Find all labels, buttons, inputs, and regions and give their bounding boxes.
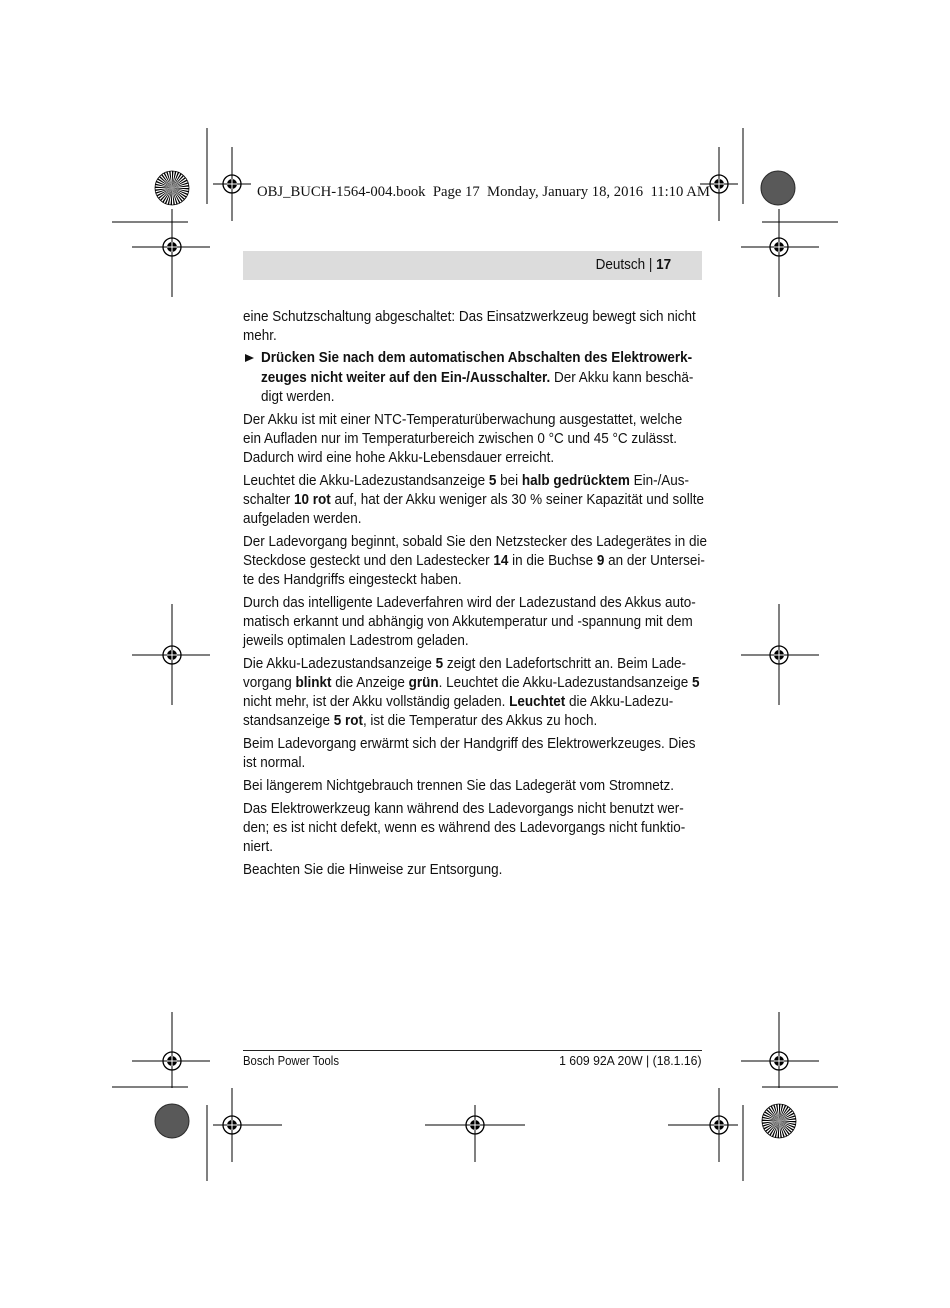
registration-mark bbox=[213, 147, 251, 221]
text-segment: nicht mehr, ist der Akku vollständig geladen. bbox=[243, 694, 510, 711]
text-segment: Dadurch wird eine hohe Akku-Lebensdauer erreicht. bbox=[243, 449, 555, 466]
text-segment: Leuchtet die Akku-Ladezustandsanzeige bbox=[243, 472, 489, 489]
text-segment: auf, hat der Akku weniger als 30 % seiner Kapazität und sollte bbox=[330, 491, 705, 508]
color-wheel-wedge bbox=[779, 1121, 796, 1122]
header-language: Deutsch bbox=[595, 257, 645, 273]
bold-text: 9 bbox=[596, 552, 605, 569]
registration-mark bbox=[425, 1105, 525, 1162]
header-separator: | bbox=[648, 257, 653, 273]
text-segment: ist normal. bbox=[243, 755, 306, 772]
text-segment: in die Buchse bbox=[508, 552, 597, 569]
bold-text: Leuchtet bbox=[509, 694, 566, 711]
bold-text: zeuges nicht weiter auf den Ein-/Ausschalter. bbox=[261, 369, 551, 386]
text-segment: Durch das intelligente Ladeverfahren wird der Ladezustand des Akkus auto- bbox=[243, 594, 696, 611]
text-segment: matisch erkannt und abhängig von Akkutemperatur und -spannung mit dem bbox=[243, 613, 693, 630]
gray-tone-mark bbox=[155, 1104, 189, 1138]
color-wheel-wedge bbox=[779, 1104, 780, 1121]
bold-text: 5 rot bbox=[333, 713, 363, 730]
color-wheel-wedge bbox=[171, 188, 172, 205]
bold-text: 5 bbox=[435, 655, 444, 672]
text-segment: eine Schutzschaltung abgeschaltet: Das Einsatzwerkzeug bewegt sich nicht bbox=[243, 308, 696, 325]
text-segment: an der Untersei- bbox=[604, 552, 705, 569]
color-wheel-wedge bbox=[172, 171, 173, 188]
text-segment: Die Akku-Ladezustandsanzeige bbox=[243, 655, 436, 672]
footer-brand: Bosch Power Tools bbox=[243, 1053, 339, 1068]
color-wheel-wedge bbox=[778, 1121, 779, 1138]
text-segment: vorgang bbox=[243, 674, 296, 691]
slug-time: 11:10 AM bbox=[650, 184, 710, 200]
page-number: 17 bbox=[655, 257, 671, 273]
slug-date: Monday, January 18, 2016 bbox=[487, 184, 644, 200]
slug-file-name: OBJ_BUCH-1564-004.book bbox=[257, 184, 426, 200]
registration-mark bbox=[132, 604, 210, 705]
text-segment: schalter bbox=[243, 491, 294, 508]
bold-text: 5 bbox=[488, 472, 497, 489]
bold-text: blinkt bbox=[295, 674, 332, 691]
text-segment: Der Akku kann beschä- bbox=[550, 369, 694, 386]
bold-text: Drücken Sie nach dem automatischen Abschalten des Elektrowerk- bbox=[261, 350, 693, 367]
text-segment: bei bbox=[496, 472, 522, 489]
text-segment: Der Ladevorgang beginnt, sobald Sie den Netzstecker des Ladegerätes in die bbox=[243, 533, 708, 550]
text-segment: zeigt den Ladefortschritt an. Beim Lade- bbox=[443, 655, 687, 672]
text-segment: Ein-/Aus- bbox=[629, 472, 690, 489]
registration-mark bbox=[700, 147, 738, 221]
text-segment: die Akku-Ladezu- bbox=[565, 694, 674, 711]
text-segment: die Anzeige bbox=[331, 674, 409, 691]
text-segment: standsanzeige bbox=[243, 713, 334, 730]
bold-text: 5 bbox=[692, 674, 700, 691]
text-segment: aufgeladen werden. bbox=[243, 510, 362, 527]
color-wheel-wedge bbox=[172, 188, 189, 189]
text-segment: den; es ist nicht defekt, wenn es während des Ladevorgangs nicht funktio- bbox=[243, 819, 686, 836]
text-segment: Das Elektrowerkzeug kann während des Ladevorgangs nicht benutzt wer- bbox=[243, 800, 684, 817]
text-segment: Bei längerem Nichtgebrauch trennen Sie das Ladegerät vom Stromnetz. bbox=[243, 777, 675, 794]
slug-page: Page 17 bbox=[432, 184, 480, 200]
color-wheel-mark bbox=[762, 1104, 796, 1138]
text-segment: Steckdose gesteckt und den Ladestecker bbox=[243, 552, 494, 569]
registration-mark bbox=[132, 1012, 210, 1088]
registration-mark bbox=[668, 1088, 738, 1162]
gray-tone-mark bbox=[761, 171, 795, 205]
registration-mark bbox=[741, 1012, 819, 1088]
registration-mark bbox=[741, 604, 819, 705]
bold-text: 10 rot bbox=[293, 491, 331, 508]
text-segment: mehr. bbox=[243, 327, 277, 344]
color-wheel-mark bbox=[155, 171, 189, 205]
text-segment: ein Aufladen nur im Temperaturbereich zwischen 0 °C und 45 °C zulässt. bbox=[243, 430, 678, 447]
bold-text: halb gedrücktem bbox=[521, 472, 630, 489]
footer-document-code: 1 609 92A 20W | (18.1.16) bbox=[559, 1053, 702, 1068]
text-segment: . Leuchtet die Akku-Ladezustandsanzeige bbox=[438, 674, 693, 691]
text-segment: te des Handgriffs eingesteckt haben. bbox=[243, 572, 462, 589]
registration-mark bbox=[213, 1088, 282, 1162]
text-segment: Beim Ladevorgang erwärmt sich der Handgriff des Elektrowerkzeuges. Dies bbox=[243, 736, 696, 753]
color-wheel-wedge bbox=[155, 187, 172, 188]
bold-text: 14 bbox=[493, 552, 509, 569]
text-segment: , ist die Temperatur des Akkus zu hoch. bbox=[362, 713, 598, 730]
text-segment: Der Akku ist mit einer NTC-Temperaturüberwachung ausgestattet, welche bbox=[243, 411, 683, 428]
color-wheel-wedge bbox=[762, 1120, 779, 1121]
bold-text: grün bbox=[408, 674, 439, 691]
text-segment: digt werden. bbox=[261, 388, 335, 405]
text-segment: Beachten Sie die Hinweise zur Entsorgung. bbox=[243, 861, 503, 878]
text-segment: jeweils optimalen Ladestrom geladen. bbox=[243, 633, 469, 650]
text-segment: niert. bbox=[243, 838, 273, 855]
